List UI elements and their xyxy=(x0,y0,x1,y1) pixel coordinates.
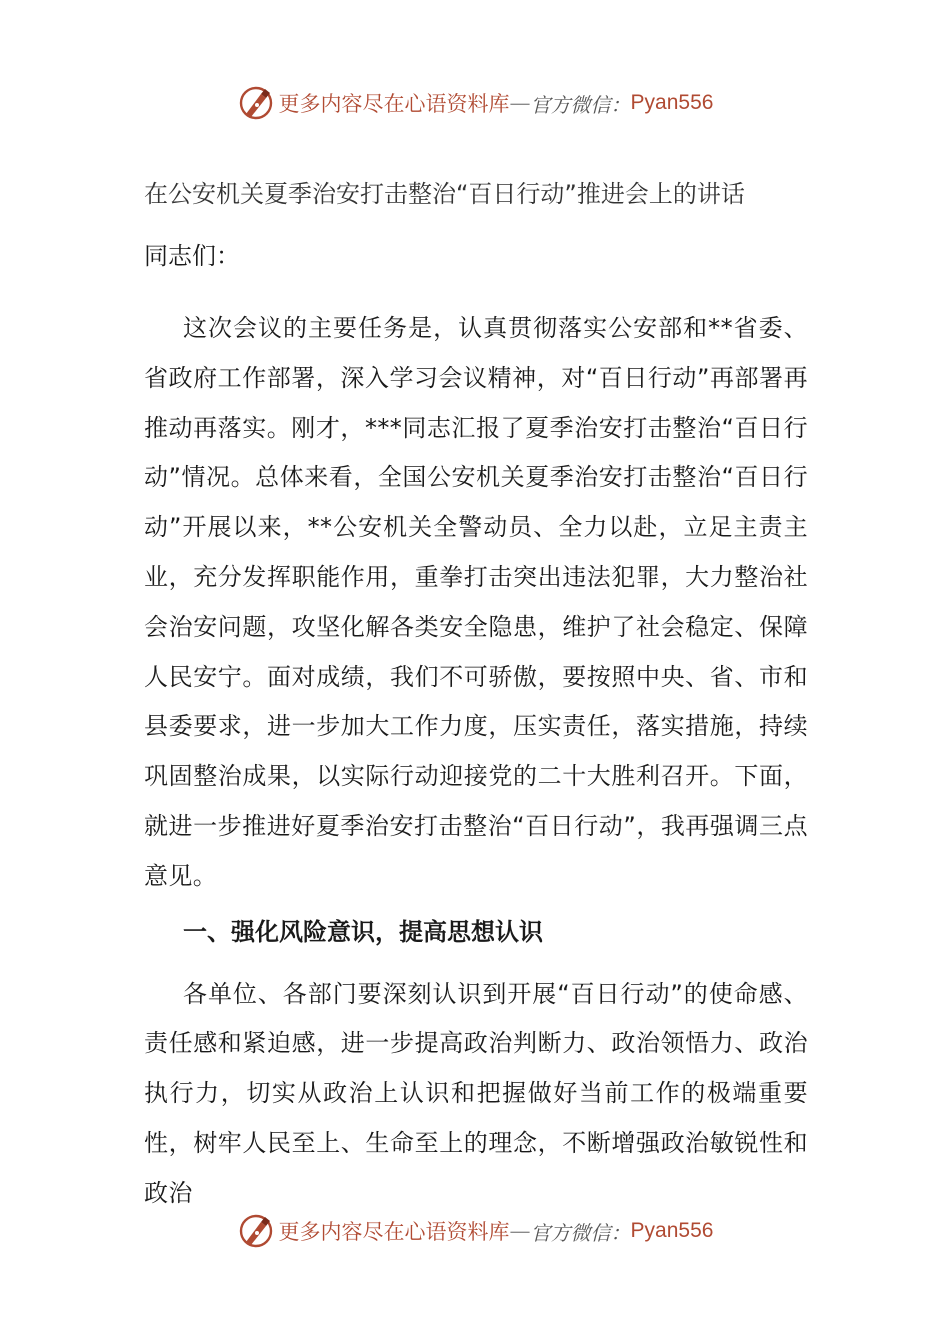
watermark-label: 官方微信： xyxy=(530,92,631,117)
watermark-banner-top xyxy=(0,78,950,128)
watermark-main-text: 更多内容尽在心语资料库 xyxy=(278,1220,510,1244)
pen-nib-logo-icon xyxy=(237,1212,275,1250)
salutation: 同志们： xyxy=(144,242,240,270)
watermark-separator: — xyxy=(509,91,531,115)
document-body xyxy=(144,172,808,1219)
watermark-label: 官方微信： xyxy=(530,1220,631,1245)
watermark-wechat-id: Pyan556 xyxy=(630,1219,714,1242)
document-title: 在公安机关夏季治安打击整治“百日行动”推进会上的讲话 xyxy=(144,180,745,208)
watermark-main-text: 更多内容尽在心语资料库 xyxy=(278,92,510,116)
watermark-separator: — xyxy=(509,1219,531,1243)
body-paragraph: 各单位、各部门要深刻认识到开展“百日行动”的使命感、责任感和紧迫感，进一步提高政治判断力、政治领悟力、政治执行力，切实从政治上认识和把握做好当前工作的极端重要性，树牢人民至上、生命至上的理念，不断增强政治敏锐性和政治 xyxy=(144,979,808,1207)
section-heading: 一、强化风险意识，提高思想认识 xyxy=(183,917,543,946)
body-paragraph: 这次会议的主要任务是，认真贯彻落实公安部和**省委、省政府工作部署，深入学习会议精神，对“百日行动”再部署再推动再落实。刚才，***同志汇报了夏季治安打击整治“百日行动”情况。总体来看，全国公安机关夏季治安打击整治“百日行动”开展以来，**公安机关全警动员、全力以赴，立足主责主业，充分发挥职能作用，重拳打击突出违法犯罪，大力整治社会治安问题，攻坚化解各类安全隐患，维护了社会稳定、保障人民安宁。面对成绩，我们不可骄傲，要按照中央、省、市和县委要求，进一步加大工作力度，压实责任，落实措施，持续巩固整治成果，以实际行动迎接党的二十大胜利召开。下面，就进一步推进好夏季治安打击整治“百日行动”，我再强调三点意见。 xyxy=(144,314,808,890)
watermark-wechat-id: Pyan556 xyxy=(630,91,714,114)
watermark-banner-bottom xyxy=(0,1206,950,1256)
pen-nib-logo-icon xyxy=(237,84,275,122)
